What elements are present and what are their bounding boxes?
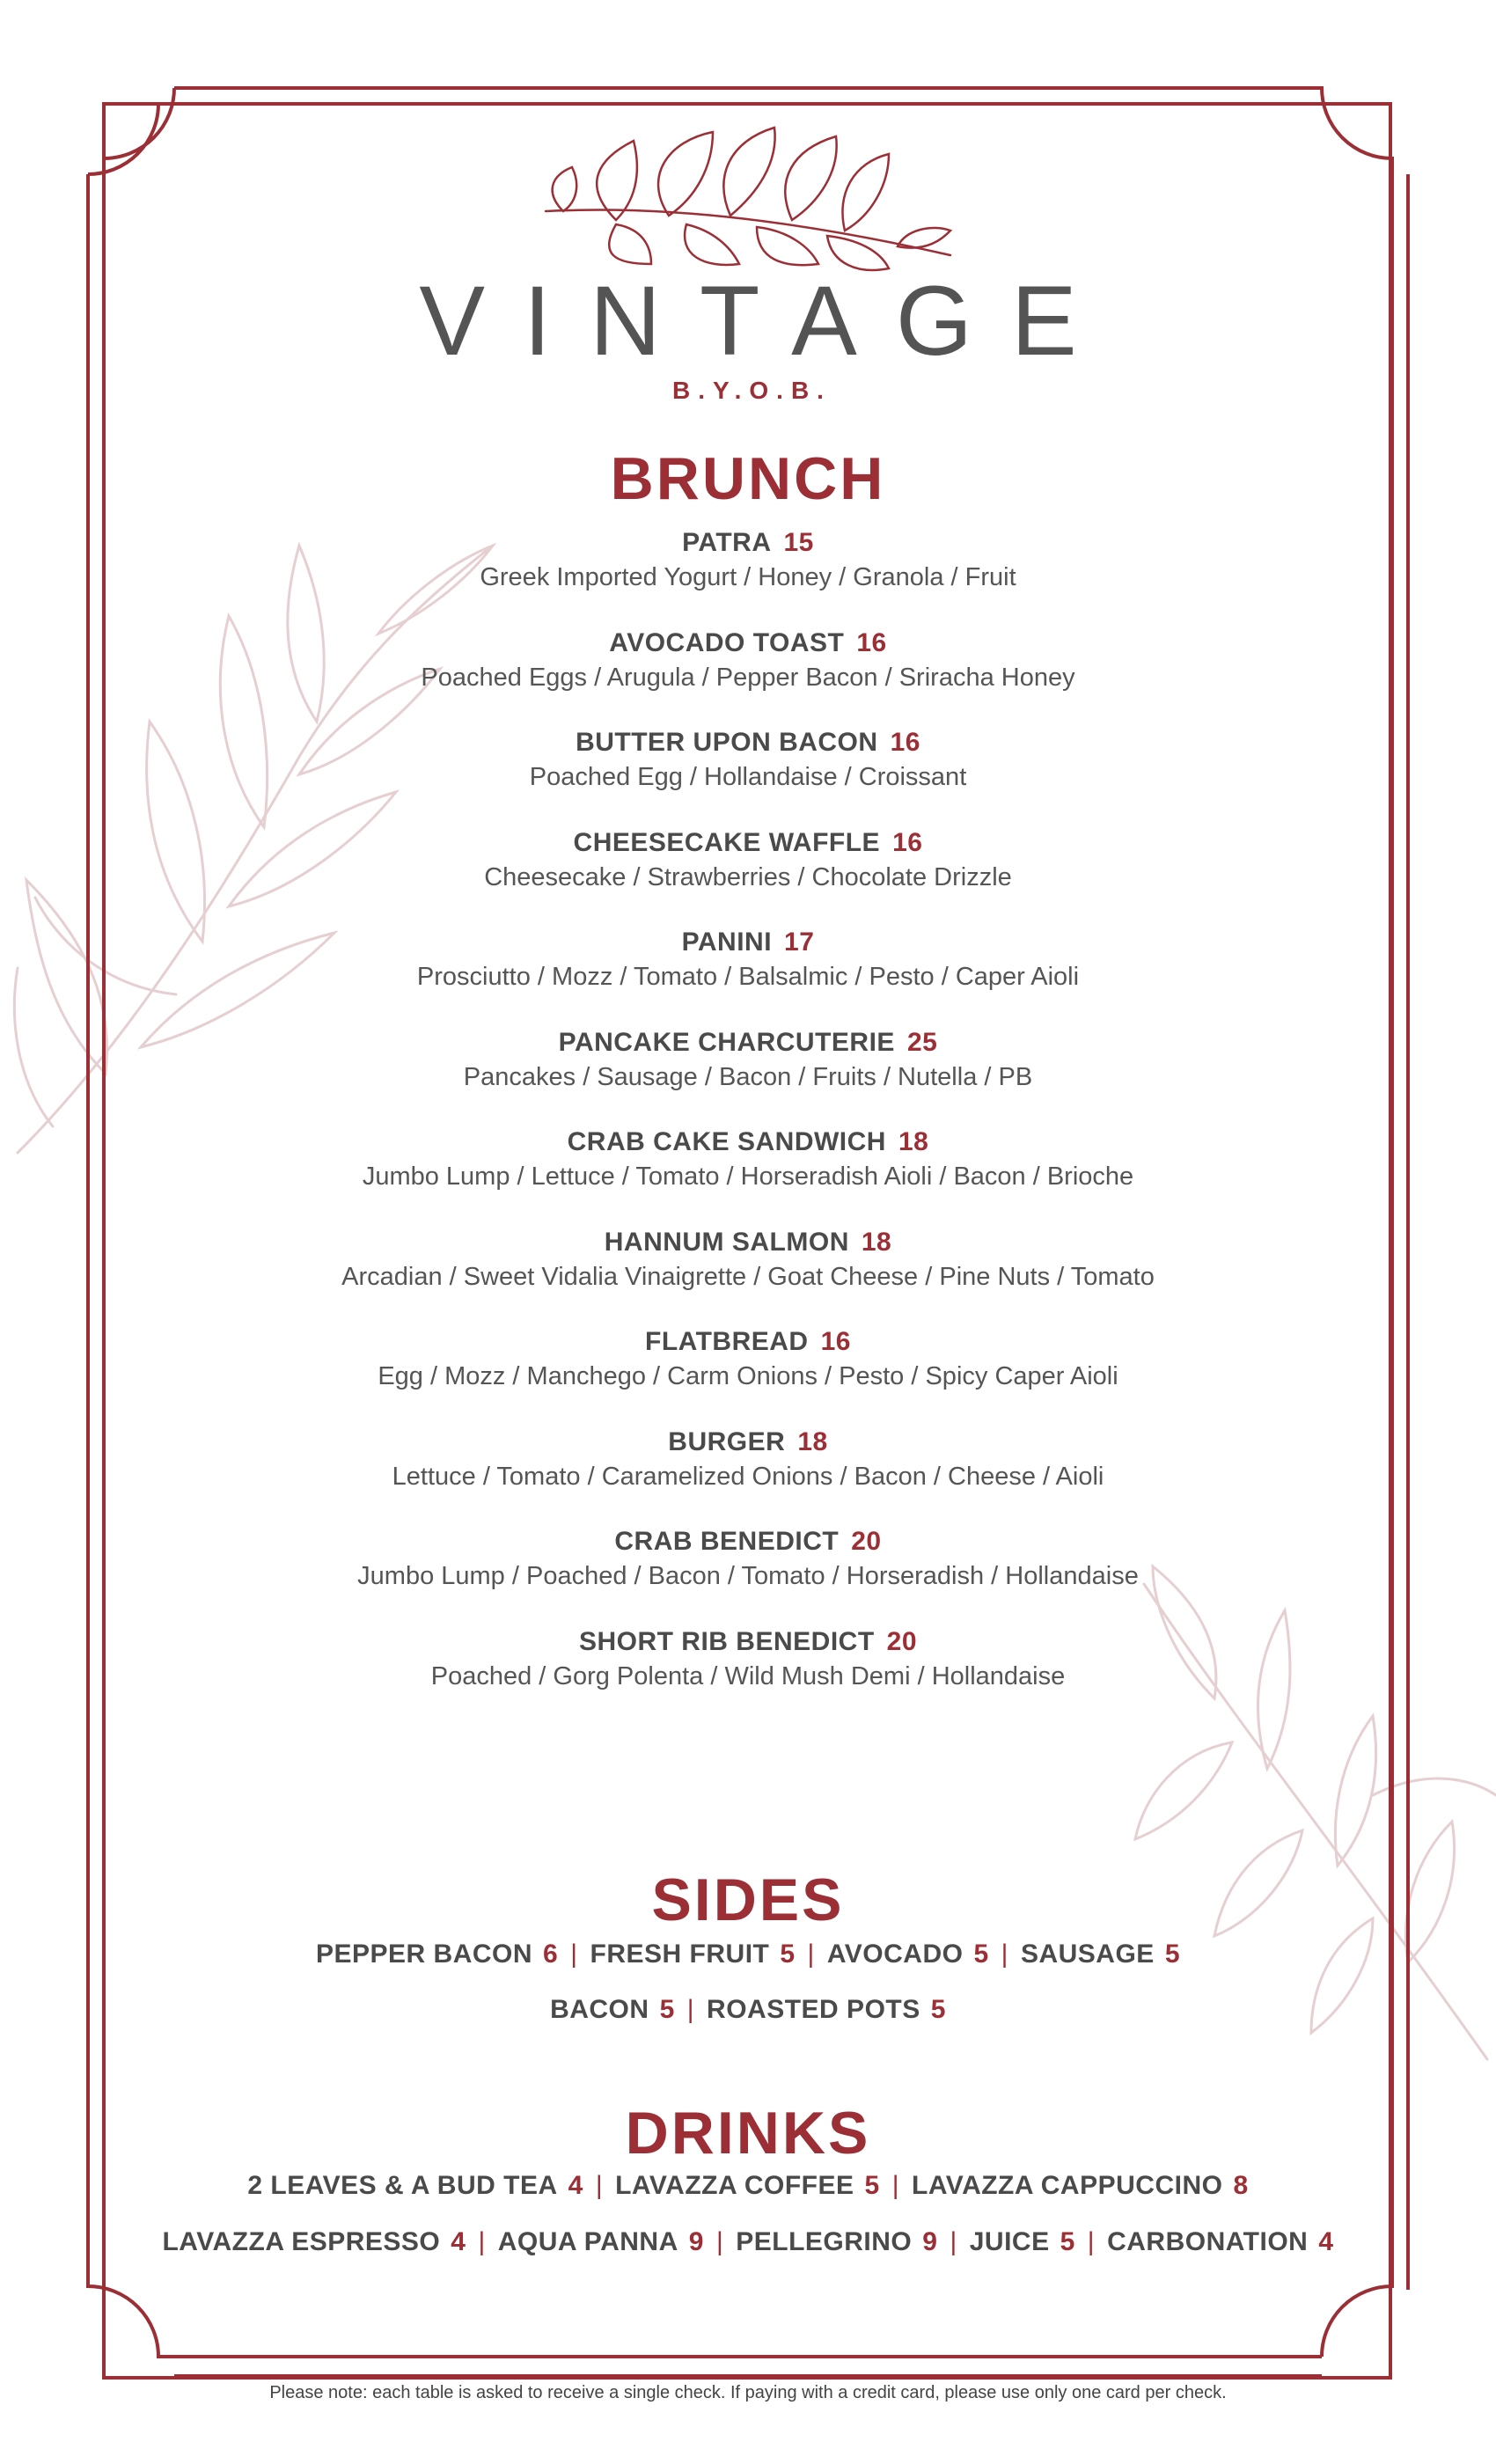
brunch-item [0,1026,1496,1094]
side-row [0,1995,1496,2025]
item-title: FLATBREAD [645,1327,809,1356]
drink-item-price: 5 [1060,2227,1075,2256]
separator: | [570,1940,578,1969]
item-title: PATRA [682,528,772,557]
drink-item-name: LAVAZZA COFFEE [615,2171,854,2200]
item-name [0,1026,1496,1060]
separator: | [891,2171,900,2200]
item-description: Jumbo Lump / Lettuce / Tomato / Horseradish Aioli / Bacon / Brioche [362,1162,1134,1191]
side-item-price: 5 [659,1995,675,2024]
item-title: BUTTER UPON BACON [576,728,878,757]
item-description: Arcadian / Sweet Vidalia Vinaigrette / Goat Cheese / Pine Nuts / Tomato [341,1262,1155,1291]
drink-item-price: 9 [688,2227,704,2256]
brunch-item [0,627,1496,694]
drink-row [0,2171,1496,2201]
item-price: 18 [898,1127,929,1156]
item-name [0,726,1496,759]
item-name [0,1226,1496,1259]
separator: | [1087,2227,1096,2256]
drink-item-price: 4 [568,2171,583,2200]
item-description: Poached Eggs / Arugula / Pepper Bacon / Sriracha Honey [421,663,1075,692]
item-price: 16 [892,827,923,857]
separator: | [478,2227,486,2256]
item-price: 16 [820,1327,851,1356]
footer-note: Please note: each table is asked to receive a single check. If paying with a credit card, please use only one card per check. [269,2383,1227,2402]
drink-item-name: AQUA PANNA [497,2227,678,2256]
brunch-title: BRUNCH [610,445,886,512]
side-item-name: BACON [550,1995,649,2024]
side-item-name: FRESH FRUIT [590,1940,770,1969]
brand-subtitle: B.Y.O.B. [672,377,832,404]
item-title: HANNUM SALMON [604,1227,849,1257]
item-price: 25 [906,1027,938,1057]
drink-item-name: CARBONATION [1107,2227,1309,2256]
brunch-item [0,1325,1496,1393]
item-description: Poached / Gorg Polenta / Wild Mush Demi / Hollandaise [430,1661,1066,1690]
item-name [0,1525,1496,1558]
item-title: CRAB CAKE SANDWICH [567,1127,886,1156]
side-item-name: AVOCADO [826,1940,964,1969]
separator: | [715,2227,724,2256]
side-item-name: SAUSAGE [1020,1940,1155,1969]
item-price: 18 [797,1426,828,1456]
side-item-price: 5 [973,1940,989,1969]
brunch-item [0,826,1496,894]
item-title: BURGER [668,1426,786,1456]
item-name [0,627,1496,660]
sides-title: SIDES [651,1866,845,1933]
side-item-price: 5 [1164,1940,1180,1969]
item-name [0,1126,1496,1159]
item-name [0,1325,1496,1359]
side-item-name: ROASTED POTS [707,1995,920,2024]
item-description: Greek Imported Yogurt / Honey / Granola / Fruit [480,563,1016,591]
separator: | [1001,1940,1008,1969]
separator: | [950,2227,957,2256]
brunch-item [0,1226,1496,1294]
item-name [0,526,1496,560]
item-name [0,926,1496,959]
item-title: SHORT RIB BENEDICT [578,1626,875,1656]
item-price: 17 [784,928,815,957]
drink-item-price: 9 [922,2227,938,2256]
drink-item-name: PELLEGRINO [736,2227,913,2256]
side-item-price: 6 [543,1940,559,1969]
item-price: 20 [851,1527,882,1556]
brunch-item [0,1625,1496,1693]
separator: | [686,1995,695,2024]
drink-item-price: 8 [1233,2171,1249,2200]
drink-item-price: 5 [864,2171,880,2200]
item-title: PANCAKE CHARCUTERIE [558,1027,895,1057]
item-description: Jumbo Lump / Poached / Bacon / Tomato / Horseradish / Hollandaise [357,1562,1139,1590]
item-price: 16 [890,728,920,757]
item-description: Lettuce / Tomato / Caramelized Onions / Bacon / Cheese / Aioli [392,1462,1104,1491]
separator: | [807,1940,815,1969]
side-row [0,1940,1496,1969]
drink-item-price: 4 [1318,2227,1334,2256]
brunch-item [0,1525,1496,1593]
item-description: Pancakes / Sausage / Bacon / Fruits / Nutella / PB [463,1062,1033,1091]
item-price: 20 [886,1626,918,1656]
brunch-item [0,726,1496,794]
brunch-item [0,1126,1496,1193]
item-price: 16 [856,627,887,657]
item-name [0,1426,1496,1459]
item-title: AVOCADO TOAST [609,627,845,657]
side-item-price: 5 [780,1940,796,1969]
side-item-name: PEPPER BACON [316,1940,533,1969]
drink-item-price: 4 [451,2227,466,2256]
brunch-item [0,926,1496,994]
brunch-item [0,526,1496,594]
side-item-price: 5 [930,1995,946,2024]
drink-item-name: LAVAZZA CAPPUCCINO [912,2171,1223,2200]
drinks-title: DRINKS [625,2100,871,2167]
drink-item-name: JUICE [969,2227,1050,2256]
item-price: 15 [783,528,814,557]
drink-item-name: LAVAZZA ESPRESSO [162,2227,441,2256]
item-title: CRAB BENEDICT [614,1527,840,1556]
drink-row [0,2227,1496,2257]
item-description: Cheesecake / Strawberries / Chocolate Drizzle [484,862,1012,891]
item-name [0,1625,1496,1659]
item-description: Prosciutto / Mozz / Tomato / Balsalmic / Pesto / Caper Aioli [416,963,1080,991]
brand-name: VINTAGE [419,266,1116,376]
drink-item-name: 2 LEAVES & A BUD TEA [247,2171,558,2200]
item-price: 18 [861,1227,892,1257]
item-name [0,826,1496,860]
item-description: Egg / Mozz / Manchego / Carm Onions / Pesto / Spicy Caper Aioli [378,1362,1118,1390]
item-title: PANINI [681,928,773,957]
separator: | [595,2171,604,2200]
item-description: Poached Egg / Hollandaise / Croissant [529,763,967,791]
item-title: CHEESECAKE WAFFLE [573,827,881,857]
brunch-item [0,1426,1496,1493]
